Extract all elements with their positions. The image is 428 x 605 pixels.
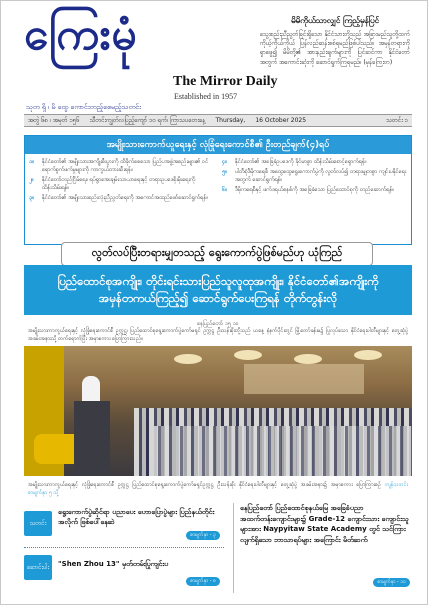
objective-item: ၂။ နိုင်ငံတော်တည်ငြိမ်ရေး၊ ရပ်ရွာအေးချမ်းသာယာရေးနှင့် တရားဥပဒေစိုးမိုးရေးကို ထိန်းသိမ်းရန်။ — [29, 177, 196, 191]
burmese-date: သီတင်းကျွတ်လပြည့်ကျော် ၁၀ ရက်၊ ကြာသပတေးနေ့ — [89, 117, 206, 124]
ceiling-light — [174, 354, 202, 364]
editorial-side-note — [260, 15, 410, 111]
gregorian-date: 16 October 2025 — [255, 117, 307, 124]
date-bar — [24, 114, 412, 127]
objectives-heading: အမျိုးသားကောက်ယူရေးနှင့် လုံခြုံရေးကောင်စီ၏ ဦးတည်ချက်(၄)ရပ် — [25, 136, 411, 154]
index-badge: သတင်း — [24, 511, 52, 536]
english-name: The Mirror Daily — [173, 74, 278, 89]
weekday: Thursday, — [215, 117, 246, 124]
volume-number: အတွဲ ၆၈ ၊ အမှတ် ၁၅၆ — [28, 117, 80, 124]
objective-item: ၅။ ပါတီစုံဒီမိုကရေစီ အထွေထွေရွေးကောက်ပွဲကို လွတ်လပ်၍ တရားမျှတစွာ ကျင်းပနိုင်ရေးအတွက် ဆောင်ရွက်ရန်။ — [222, 169, 407, 183]
ceiling-light — [234, 350, 262, 360]
index-badge: ဆောင်းပါး — [24, 555, 52, 580]
index-item[interactable] — [24, 551, 224, 589]
index-title: "Shen Zhou 13" မှတ်တမ်းပြုကျင်းပ — [58, 560, 169, 568]
index-item[interactable] — [24, 505, 224, 543]
index-page-ref: စာမျက်နှာ - ၃ — [186, 531, 220, 540]
main-headline[interactable] — [24, 265, 412, 315]
page-number: သတင်း ၁ — [386, 117, 408, 124]
established-line: Established in 1957 — [174, 92, 238, 101]
ceiling-light — [294, 354, 322, 364]
article-lead: အမျိုးသားကာကွယ်ရေးနှင့် လုံခြုံရေးကောင်စီ ဥက္ကဋ္ဌ၊ ပြည်ထောင်စုရွေးကောက်ပွဲကော်မရှင် ဥက္ကဋ္ဌ ဦးသန်းစိုးတို့သည် ယနေ့ နံနက်ပိုင်းတွင် မြို့တော်ခန်းမ၌ ပြုလုပ်သော နိုင်ငံရေးပါတီများနှင့် တွေ့ဆုံပွဲ အခမ်းအနားသို့ တက်ရောက်ပြီး အမှာစကား ပြောကြားသည်။ — [28, 328, 408, 342]
side-note-body: သွေးစည်းညီညွတ်ခြင်းရှိသော နိုင်ငံသားတို့သည် အခြားမည်သူတို့ထက် ကိုယ့်ကိုယ်ကိုယ် ပြန်လည်ဆန်းစစ်ရမည်ဖြစ်ပါသည်။ အမှန်တရားကို ရှာဖွေ၍ မိမိတို့၏ အားနည်းချက်များကို ပြင်ဆင်ကာ နိုင်ငံတော်အတွက် အကောင်းဆုံးကို ဆောင်ရွက်ကြရမည်။ (မှန်ကြေးတ) — [260, 31, 410, 66]
index-title: ရွေးကောက်ပွဲဆိုင်ရာ ပညာပေး ဟောပြောပွဲများ ပြည်နယ်တိုင်းအလိုက် ဖြစ်ပေါ်နေဆဲ — [58, 508, 215, 526]
inside-index — [24, 503, 224, 593]
logo: ကြေးမုံ — [24, 9, 138, 60]
objective-item: ၃။ နိုင်ငံတော်၏ အမျိုးသားစည်းလုံးညီညွတ်ရေးကို အကောင်အထည်ဖော်ဆောင်ရွက်ရန်။ — [29, 195, 208, 201]
feature-teaser[interactable] — [233, 503, 412, 593]
main-headline-line-1: ပြည်ထောင်စုအကျိုး၊ တိုင်းရင်းသားပြည်သူလူထုအကျိုး၊ နိုင်ငံတော်၏အကျိုးကို — [57, 274, 379, 288]
objective-item: ၆။ ဒီမိုကရေစီနှင့် ဖက်ဒရယ်စနစ်ကို အခြေခံသော ပြည်ထောင်စုကို တည်ဆောက်ရန်။ — [222, 187, 394, 193]
objective-item: ၁။ နိုင်ငံတော်၏ အမျိုးသားအကျိုးစီးပွားကို ထိခိုက်စေသော ပြည်ပအဖွဲ့အစည်းများ၏ ဝင်ရောက်စွက်ဖက်မှုများကို ကာကွယ်တားဆီးရန်။ — [29, 159, 209, 173]
audience-rows-front — [154, 426, 412, 476]
photo-caption: အမျိုးသားကာကွယ်ရေးနှင့် လုံခြုံရေးကောင်စီ ဥက္ကဋ္ဌ ပြည်ထောင်စုရွေးကောက်ပွဲကော်မရှင်ဥက္ကဋ္ဌ ဦးသန်းစိုး နိုင်ငံရေးပါတီများနှင့် တွေ့ဆုံပွဲ အခမ်းအနား၌ အမှာစကား ပြောကြားစဉ် ကျန်သတင်း စာမျက်နှာ ၅ သို့ — [28, 482, 409, 496]
sub-headline[interactable]: လွတ်လပ်ပြီးတရားမျှတသည့် ရွေးကောက်ပွဲဖြစ်မည်ဟု ယုံကြည် — [61, 242, 373, 266]
index-page-ref: စာမျက်နှာ - ၈ — [186, 577, 220, 586]
photo-backdrop — [244, 364, 364, 394]
podium — [74, 401, 110, 476]
index-divider — [24, 547, 224, 548]
main-headline-line-2: အမှန်တကယ်ကြည့်၍ ဆောင်ရွက်ပေးကြရန် တိုက်တွန်းလို — [98, 291, 338, 305]
objectives-left-column — [29, 158, 214, 242]
feature-teaser-title: နေပြည်တော် ပြည်ထောင်စုနယ်မြေ အခြေခံပညာ အထက်တန်းကျောင်းများ၌ Grade-12 ကျောင်းသား ကျောင်းသူများအား Naypyitaw State Academy တွင် သင်ကြားလျက်ရှိသော ဘာသာရပ်များ အကြောင်း မိတ်ဆက် — [240, 504, 409, 544]
feature-page-ref: စာမျက်နှာ - ၁၀ — [373, 578, 410, 587]
lead-photo[interactable] — [24, 346, 412, 476]
objectives-right-column — [222, 158, 407, 242]
objectives-box — [24, 135, 412, 245]
logo-tagline: သုတ ရှိ ၊ မိ ထွေ ကောင်းတည့်စေမည့်သတင်း — [26, 103, 141, 111]
side-note-title: မိမိကိုယ်သာလျှင် ကြည့်မှန်ပြင် — [290, 16, 380, 25]
continued-link[interactable]: ကျန်သတင်း စာမျက်နှာ ၅ သို့ — [28, 482, 409, 496]
ceiling-light — [354, 350, 382, 360]
dateline: နေပြည်တော် ၁၅ ၁၀ — [197, 321, 239, 327]
speaker-figure — [82, 376, 100, 404]
objective-item: ၄။ နိုင်ငံတော်၏ အခြေခံဥပဒေကို ခိုင်မာစွာ ထိန်းသိမ်းစောင့်ရှောက်ရန်။ — [222, 159, 367, 165]
